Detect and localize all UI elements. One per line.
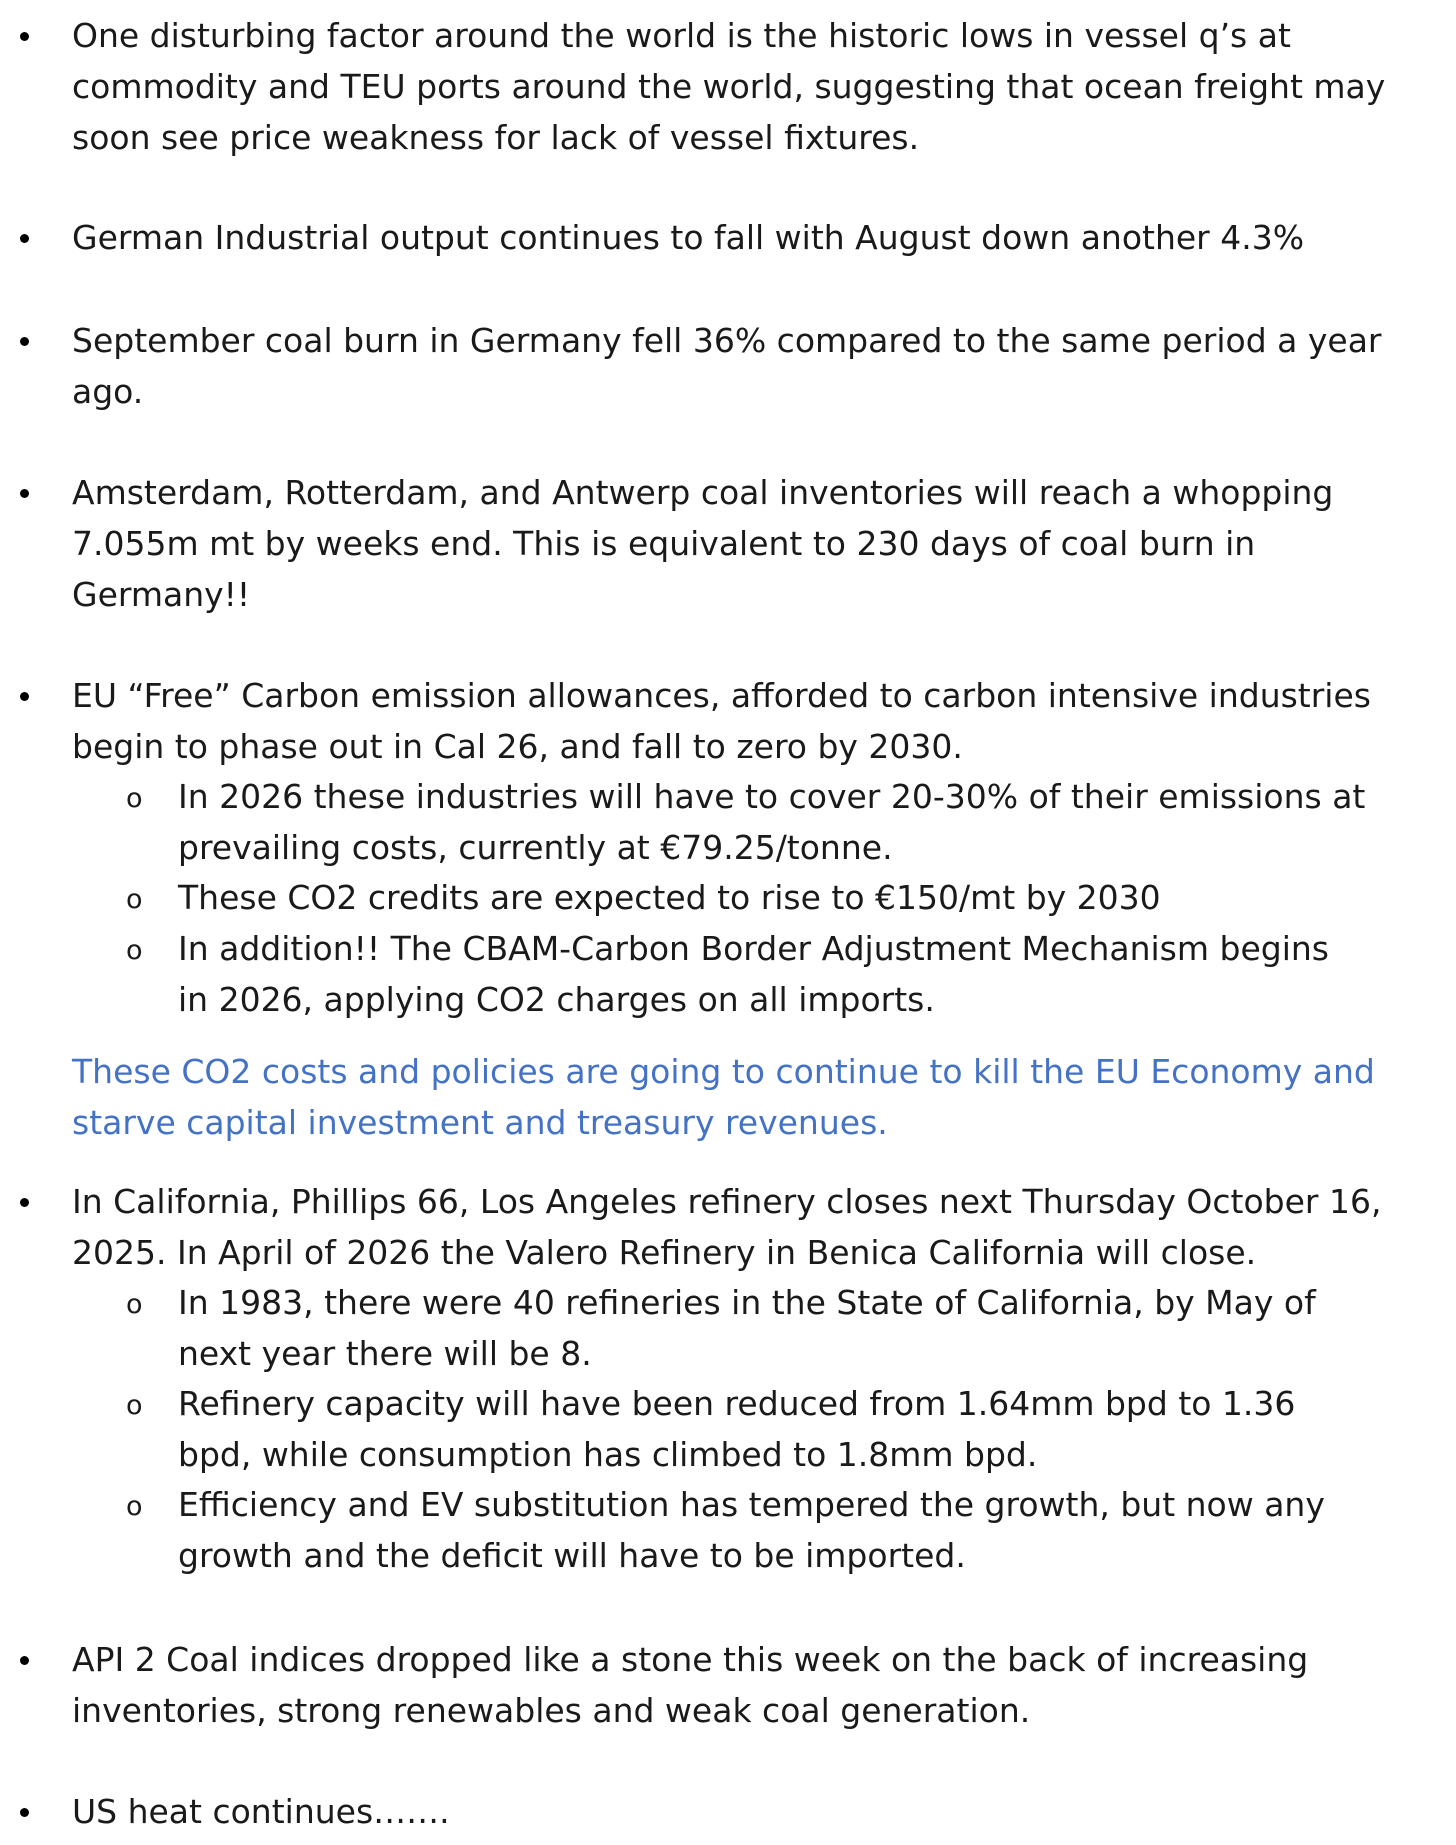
bullet-marker [20, 337, 29, 346]
sub-bullet-text: In 1983, there were 40 refineries in the State of California, by May of next year there will be 8. [178, 1283, 1316, 1373]
bullet-text-us-heat: US heat continues……. [72, 1792, 450, 1831]
sub-bullet-text: In 2026 these industries will have to cover 20-30% of their emissions at prevailing costs, currently at €79.25/tonne. [178, 777, 1366, 867]
bullet-text-california-refinery: In California, Phillips 66, Los Angeles refinery closes next Thursday October 16, 2025. In April of 2026 the Valero Refinery in Benica California will close. [72, 1182, 1382, 1272]
sub-bullet-text: These CO2 credits are expected to rise to €150/mt by 2030 [178, 878, 1161, 917]
sub-bullet-marker: o [126, 1390, 143, 1421]
sub-bullet-text: Efficiency and EV substitution has tempered the growth, but now any growth and the deficit will have to be imported. [178, 1485, 1325, 1575]
bullet-marker [20, 32, 29, 41]
sub-bullet-text: In addition!! The CBAM-Carbon Border Adjustment Mechanism begins in 2026, applying CO2 charges on all imports. [178, 929, 1329, 1019]
bullet-text-eu-carbon: EU “Free” Carbon emission allowances, afforded to carbon intensive industries begin to phase out in Cal 26, and fall to zero by 2030. [72, 676, 1371, 766]
sub-bullet-marker: o [126, 884, 143, 915]
bullet-marker [20, 692, 29, 701]
bullet-text-api2-coal: API 2 Coal indices dropped like a stone this week on the back of increasing inventories, strong renewables and weak coal generation. [72, 1640, 1309, 1730]
bullet-marker [20, 489, 29, 498]
sub-bullet-marker: o [126, 1491, 143, 1522]
bullet-marker [20, 234, 29, 243]
bullet-marker [20, 1656, 29, 1665]
sub-bullet-text: Refinery capacity will have been reduced from 1.64mm bpd to 1.36 bpd, while consumption has climbed to 1.8mm bpd. [178, 1384, 1296, 1474]
highlighted-note: These CO2 costs and policies are going to continue to kill the EU Economy and starve capital investment and treasury revenues. [72, 1052, 1375, 1142]
sub-bullet-marker: o [126, 783, 143, 814]
bullet-text-german-output: German Industrial output continues to fall with August down another 4.3% [72, 218, 1305, 257]
bullet-marker [20, 1198, 29, 1207]
bullet-marker [20, 1808, 29, 1817]
bullet-text-vessel-queues: One disturbing factor around the world is the historic lows in vessel q’s at commodity and TEU ports around the world, suggesting that ocean freight may soon see price weakness for lack of vessel fixtures. [72, 16, 1386, 157]
bullet-text-coal-burn: September coal burn in Germany fell 36% compared to the same period a year ago. [72, 321, 1382, 411]
sub-bullet-marker: o [126, 935, 143, 966]
sub-bullet-marker: o [126, 1289, 143, 1320]
bullet-text-ara-inventories: Amsterdam, Rotterdam, and Antwerp coal inventories will reach a whopping 7.055m mt by weeks end. This is equivalent to 230 days of coal burn in Germany!! [72, 473, 1334, 614]
